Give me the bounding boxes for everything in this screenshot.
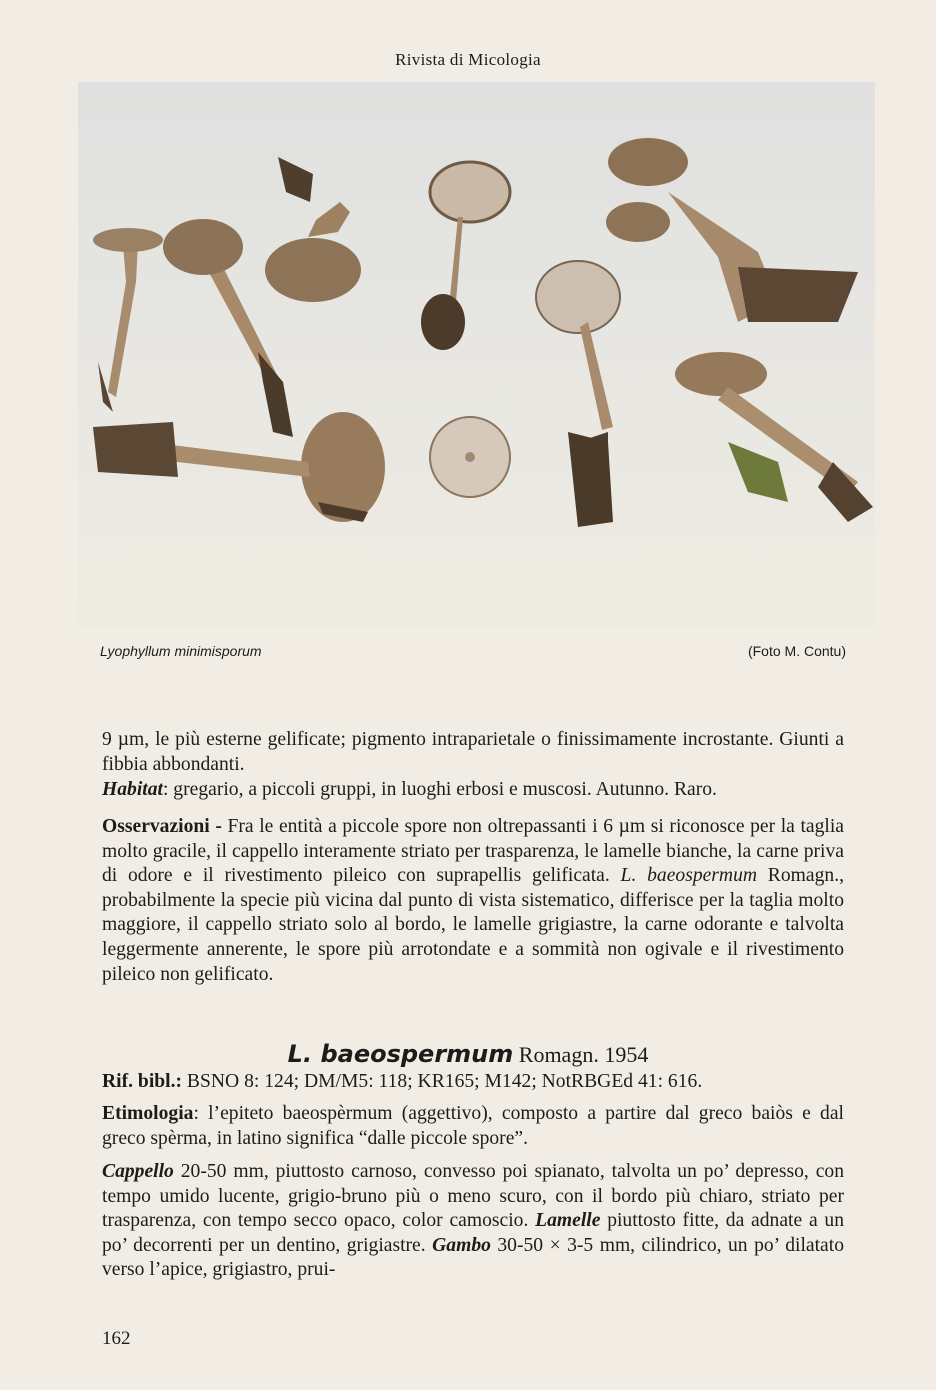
gills-label: Lamelle (535, 1210, 601, 1232)
cap-text: 20-50 mm, piuttosto carnoso, convesso poi spianato, talvolta un po’ depresso, con tempo umido lucente, grigio-bruno più o meno scuro, con il bordo più chiaro, striato per trasparenza, con tempo secco opaco, color camoscio. (102, 1161, 844, 1232)
mushroom-8 (93, 412, 385, 522)
habitat-text: : gregario, a piccoli gruppi, in luoghi erbosi e muscosi. Autunno. Raro. (162, 779, 717, 800)
mushroom-photo (78, 82, 875, 627)
gills-text: piuttosto fitte, da adnate a un po’ decorrenti per un dentino, grigiastre. (102, 1210, 845, 1256)
habitat-section (102, 778, 844, 803)
mushroom-2 (163, 219, 293, 437)
stem-label: Gambo (432, 1234, 491, 1256)
observations-paragraph (102, 815, 844, 987)
habitat-label: Habitat (102, 779, 163, 800)
mushroom-9 (430, 417, 510, 497)
observations-text-2: Romagn., probabilmente la specie più vicina dal punto di vista sistematico, differisce per la taglia molto maggiore, il cappello striato solo al bordo, le lamelle grigiastre, la carne odorante e talvolta leggermente annerente, le spore più arrotondate e a sommità non ogivale e il rivestimento pileico non gelificato. (102, 865, 845, 985)
references-section (102, 1070, 844, 1095)
etymology-section (102, 1102, 844, 1151)
caption-species: Lyophyllum minimisporum (100, 643, 262, 659)
caption-credit: (Foto M. Contu) (747, 643, 846, 659)
page-number: 162 (102, 1328, 131, 1349)
observations-section (102, 815, 844, 987)
mushroom-3 (265, 157, 361, 302)
mushroom-illustration (78, 82, 875, 627)
observations-species-ref: L. baeospermum (620, 865, 758, 887)
mushroom-4 (421, 162, 510, 350)
description-section (102, 1160, 844, 1283)
species-author: Romagn. 1954 (513, 1042, 649, 1067)
etymology-label: Etimologia (102, 1103, 194, 1124)
references-paragraph (102, 1070, 844, 1095)
continuation-text: 9 µm, le più esterne gelificate; pigmento intraparietale o finissimamente incrostante. Giunti a fibbia abbondanti. (102, 729, 844, 775)
habitat-paragraph (102, 778, 844, 803)
references-text: BSNO 8: 124; DM/M5: 118; KR165; M142; NotRBGEd 41: 616. (182, 1071, 703, 1092)
mushroom-6 (606, 138, 858, 322)
etymology-text: : l’epiteto baeospèrmum (aggettivo), composto a partire dal greco baiòs e dal greco spèrma, in latino significa “dalle piccole spore”. (102, 1103, 844, 1149)
observations-text-1: Fra le entità a piccole spore non oltrepassanti i 6 µm si riconosce per la taglia molto gracile, il cappello interamente striato per trasparenza, le lamelle bianche, la carne priva di odore e il rivestimento pileico con suprapellis gelificata. (102, 816, 844, 887)
observations-label: Osservazioni - (102, 816, 222, 837)
description-continuation (102, 728, 844, 777)
species-heading (0, 1040, 936, 1068)
continuation-paragraph (102, 728, 844, 777)
mushroom-1 (93, 228, 163, 412)
running-header: Rivista di Micologia (395, 50, 541, 69)
species-name: L. baeospermum (287, 1040, 514, 1068)
etymology-paragraph (102, 1102, 844, 1151)
stem-text: 30-50 × 3-5 mm, cilindrico, un po’ dilatato verso l’apice, grigiastro, prui- (102, 1234, 844, 1281)
cap-label: Cappello (102, 1161, 174, 1182)
description-paragraph (102, 1160, 844, 1283)
references-label: Rif. bibl.: (102, 1071, 183, 1092)
mushroom-10 (568, 432, 788, 527)
